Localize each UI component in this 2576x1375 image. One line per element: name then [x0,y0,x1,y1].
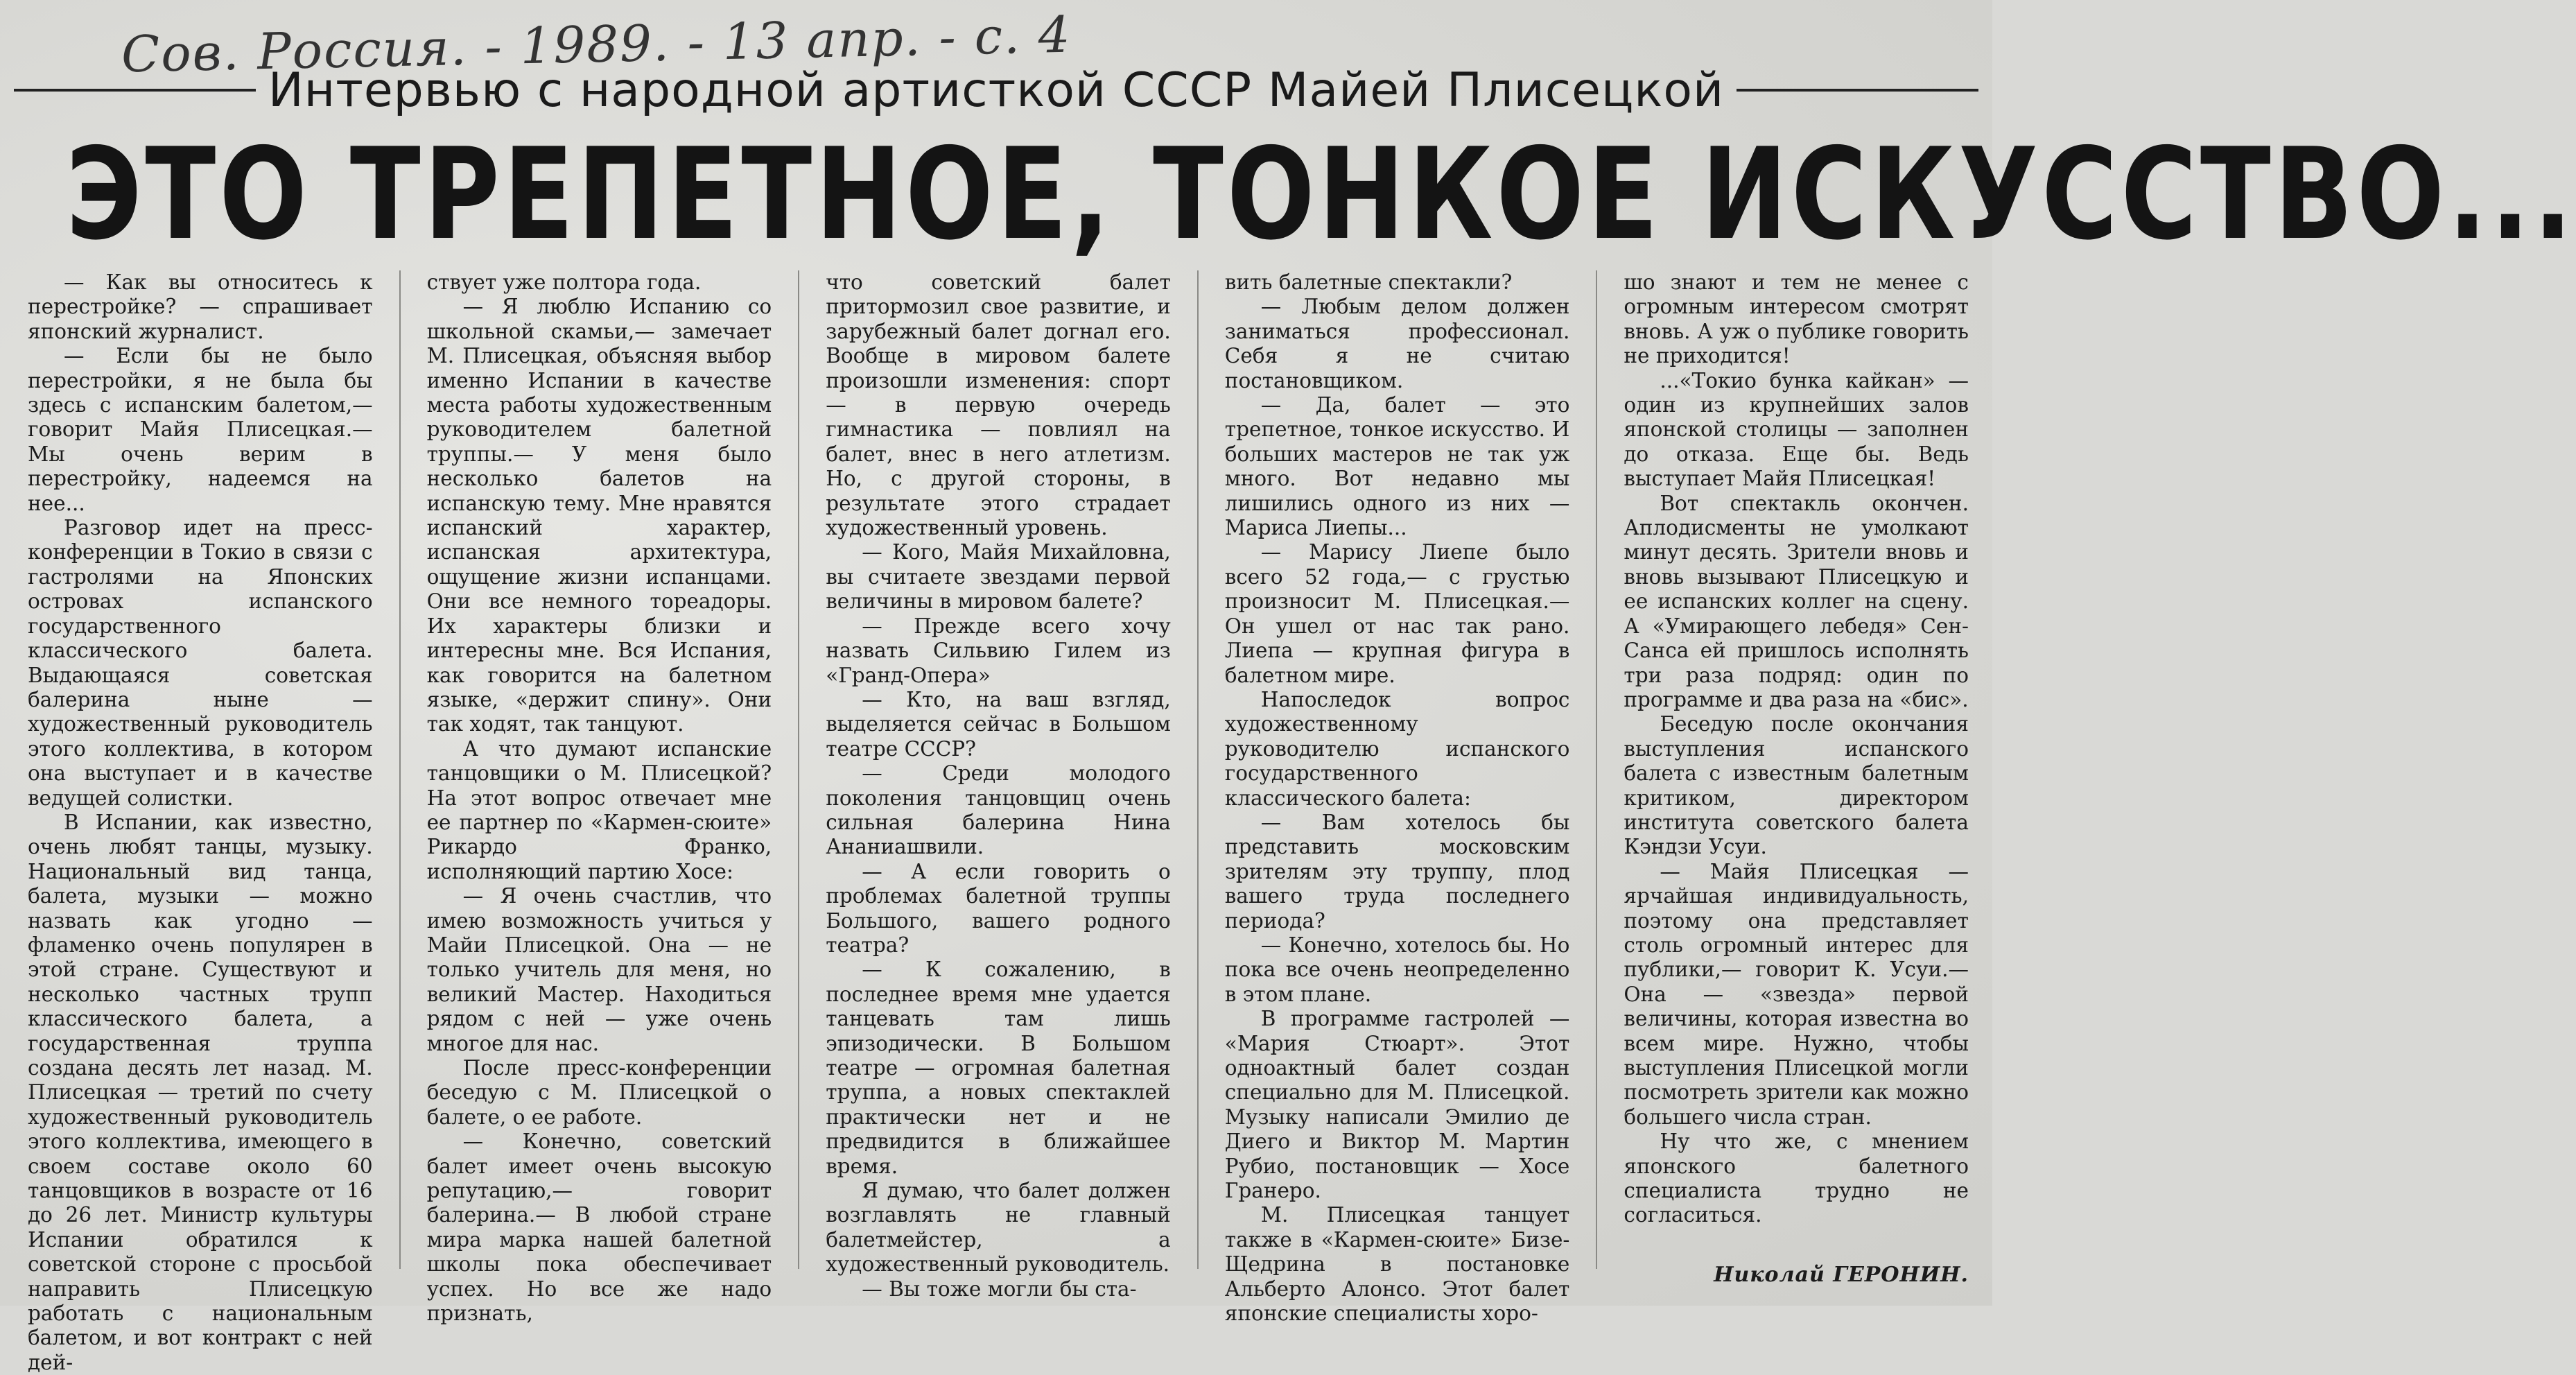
article-paragraph: — Я очень счастлив, что имею возможность учиться у Майи Плисецкой. Она — не только учитель для меня, но великий Мастер. Находиться рядом с ней — уже очень многое для нас. [426,884,772,1055]
article-paragraph: — Конечно, хотелось бы. Но пока все очень неопределенно в этом плане. [1224,933,1570,1006]
kicker: Интервью с народной артисткой СССР Майей Плисецкой [268,62,1725,118]
article-columns [28,270,1969,1374]
article-column-2 [426,270,772,1326]
column-divider [1596,270,1597,1269]
article-paragraph: Я думаю, что балет должен возглавлять не главный балетмейстер, а художественный руководитель. [826,1179,1171,1277]
article-paragraph: — К сожалению, в последнее время мне удается танцевать там лишь эпизодически. В Большом театре — огромная балетная труппа, а новых спектаклей практически нет и не предвидится в ближайшее время. [826,958,1171,1178]
article-paragraph: — Кто, на ваш взгляд, выделяется сейчас в Большом театре СССР? [826,687,1171,761]
article-paragraph: — Я люблю Испанию со школьной скамьи,— замечает М. Плисецкая, объясняя выбор именно Испании в качестве места работы художественным руководителем балетной труппы.— У меня было несколько балетов на испанскую тему. Мне нравятся испанский характер, испанская архитектура, ощущение жизни испанцами. Они все немного тореадоры. Их характеры близки и интересны мне. Вся Испания, как говорится на балетном языке, «держит спину». Они так ходят, так танцуют. [426,295,772,736]
article-paragraph: — А если говорить о проблемах балетной труппы Большого, вашего родного театра? [826,859,1171,957]
article-paragraph: В программе гастролей — «Мария Стюарт». Этот одноактный балет создан специально для М. Плисецкой. Музыку написали Эмилио де Диего и Виктор М. Мартин Рубио, постановщик — Хосе Гранеро. [1224,1007,1570,1203]
article-paragraph: — Любым делом должен заниматься профессионал. Себя я не считаю постановщиком. [1224,295,1570,392]
article-paragraph: — Как вы относитесь к перестройке? — спрашивает японский журналист. [28,270,373,343]
article-paragraph: шо знают и тем не менее с огромным интересом смотрят вновь. А уж о публике говорить не приходится! [1624,270,1969,368]
article-paragraph: Ну что же, с мнением японского балетного специалиста трудно не согласиться. [1624,1130,1969,1227]
column-divider [399,270,401,1269]
kicker-rule-left [14,89,256,92]
article-paragraph: В Испании, как известно, очень любят танцы, музыку. Национальный вид танца, балета, музыки — можно назвать как угодно — фламенко очень популярен в этой стране. Существуют и несколько частных трупп классического балета, а государственная труппа создана десять лет назад. М. Плисецкая — третий по счету художественный руководитель этого коллектива, имеющего в своем составе около 60 танцовщиков в возрасте от 16 до 26 лет. Министр культуры Испании обратился к советской стороне с просьбой направить Плисецкую работать с национальным балетом, и вот контракт с ней дей- [28,810,373,1374]
article-paragraph: Вот спектакль окончен. Аплодисменты не умолкают минут десять. Зрители вновь и вновь вызывают Плисецкую и ее испанских коллег на сцену. А «Умирающего лебедя» Сен-Санса ей пришлось исполнять три раза подряд: один по программе и два раза на «бис». [1624,491,1969,711]
article-column-1 [28,270,373,1374]
article-column-4 [1224,270,1570,1326]
article-paragraph: Разговор идет на пресс-конференции в Токио в связи с гастролями на Японских островах испанского государственного классического балета. Выдающаяся советская балерина ныне — художественный руководитель этого коллектива, в котором она выступает и в качестве ведущей солистки. [28,516,373,810]
kicker-row [14,62,1978,118]
article-paragraph: — Если бы не было перестройки, я не была бы здесь с испанским балетом,— говорит Майя Плисецкая.— Мы очень верим в перестройку, надеемся на нее... [28,344,373,515]
article-paragraph: ...«Токио бунка кайкан» — один из крупнейших залов японской столицы — заполнен до отказа. Еще бы. Ведь выступает Майя Плисецкая! [1624,368,1969,491]
author-signature: Николай ГЕРОНИН. [1714,1262,1969,1287]
kicker-rule-right [1737,89,1978,92]
column-divider [798,270,799,1269]
article-column-3 [826,270,1171,1301]
article-paragraph: А что думают испанские танцовщики о М. Плисецкой? На этот вопрос отвечает мне ее партнер по «Кармен-сюите» Рикардо Франко, исполняющий партию Хосе: [426,736,772,883]
article-paragraph: — Вы тоже могли бы ста- [862,1277,1137,1301]
article-paragraph: Беседую после окончания выступления испанского балета с известным балетным критиком, директором института советского балета Кэндзи Усуи. [1624,712,1969,859]
headline: ЭТО ТРЕПЕТНОЕ, ТОНКОЕ ИСКУССТВО... [66,121,2576,268]
article-paragraph: — Да, балет — это трепетное, тонкое искусство. И больших мастеров не так уж много. Вот недавно мы лишились одного из них — Мариса Лиепы... [1224,393,1570,540]
article-column-5 [1624,270,1969,1287]
article-paragraph: — Среди молодого поколения танцовщиц очень сильная балерина Нина Ананиашвили. [826,761,1171,859]
article-paragraph: — Вам хотелось бы представить московским зрителям эту труппу, плод вашего труда последнего периода? [1224,810,1570,933]
handwritten-source-note: Сов. Россия. - 1989. - 13 апр. - с. 4 [121,5,1072,84]
article-paragraph: ствует уже полтора года. [426,270,702,294]
article-paragraph: Напоследок вопрос художественному руководителю испанского государственного классического балета: [1224,687,1570,810]
article-paragraph: — Кого, Майя Михайловна, вы считаете звездами первой величины в мировом балете? [826,540,1171,614]
article-paragraph: М. Плисецкая танцует также в «Кармен-сюите» Бизе-Щедрина в постановке Альберто Алонсо. Этот балет японские специалисты хоро- [1224,1203,1570,1326]
article-paragraph: — Конечно, советский балет имеет очень высокую репутацию,— говорит балерина.— В любой стране мира марка нашей балетной школы пока обеспечивает успех. Но все же надо признать, [426,1130,772,1326]
article-paragraph: — Прежде всего хочу назвать Сильвию Гилем из «Гранд-Опера» [826,614,1171,687]
article-paragraph: После пресс-конференции беседую с М. Плисецкой о балете, о ее работе. [426,1056,772,1129]
article-paragraph: что советский балет притормозил свое развитие, и зарубежный балет догнал его. Вообще в мировом балете произошли изменения: спорт — в первую очередь гимнастика — повлиял на балет, внес в него атлетизм. Но, с другой стороны, в результате этого страдает художественный уровень. [826,270,1171,540]
article-paragraph: — Марису Лиепе было всего 52 года,— с грустью произносит М. Плисецкая.— Он ушел от нас так рано. Лиепа — крупная фигура в балетном мире. [1224,540,1570,687]
column-divider [1197,270,1199,1269]
article-paragraph: — Майя Плисецкая — ярчайшая индивидуальность, поэтому она представляет столь огромный интерес для публики,— говорит К. Усуи.— Она — «звезда» первой величины, которая известна во всем мире. Нужно, чтобы выступления Плисецкой могли посмотреть зрители как можно большего числа стран. [1624,859,1969,1129]
article-paragraph: вить балетные спектакли? [1224,270,1513,294]
